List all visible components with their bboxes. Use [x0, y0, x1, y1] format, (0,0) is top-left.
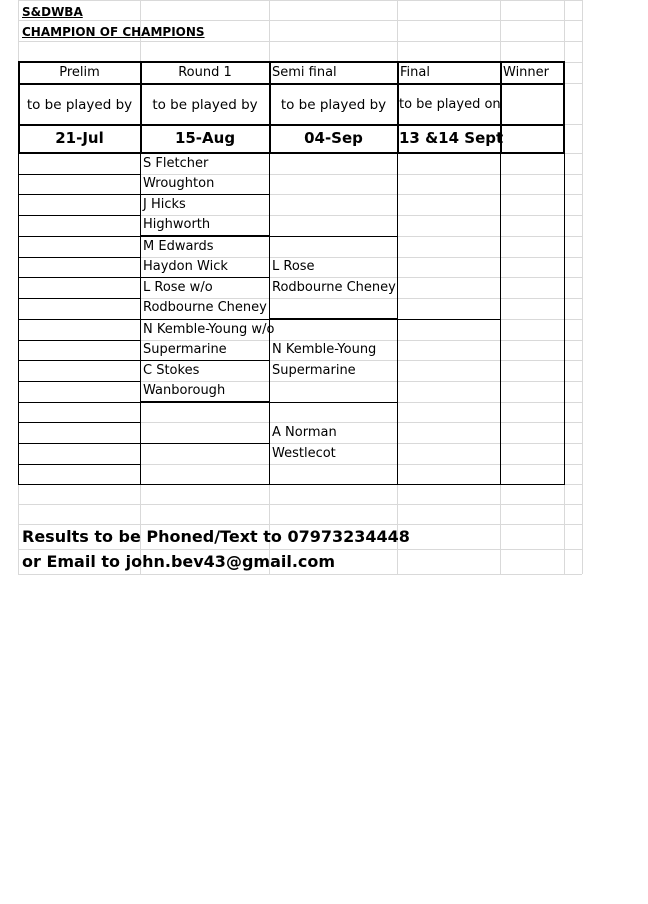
- prelim-row-border: [18, 443, 140, 444]
- round1-player: S Fletcher: [143, 156, 209, 171]
- round1-player: J Hicks: [143, 197, 186, 212]
- semifinal-club: Rodbourne Cheney: [272, 280, 396, 295]
- prelim-row-border: [18, 174, 140, 175]
- semifinal-player: N Kemble-Young: [272, 342, 377, 357]
- grid-hline: [18, 574, 582, 575]
- grid-hline: [18, 504, 582, 505]
- results-phone-text: Results to be Phoned/Text to 07973234448: [22, 527, 410, 546]
- prelim-row-border: [18, 464, 140, 465]
- col-header-prelim: Prelim: [59, 65, 100, 80]
- semifinal-player: A Norman: [272, 425, 337, 440]
- round1-club: Rodbourne Cheney: [143, 300, 267, 315]
- date-round1: 15-Aug: [174, 129, 236, 147]
- org-title: S&DWBA: [22, 5, 83, 19]
- col-header-final: Final: [400, 65, 430, 80]
- grid-hline: [18, 0, 582, 1]
- bracket-vline: [564, 153, 565, 484]
- grid-hline: [18, 524, 582, 525]
- round1-player: N Kemble-Young w/o: [143, 322, 275, 337]
- semifinal-club: Westlecot: [272, 446, 336, 461]
- grid-vline: [582, 0, 583, 574]
- semifinal-border: [269, 402, 397, 403]
- date-semifinal: 04-Sep: [304, 129, 363, 147]
- bracket-bottom-border: [18, 484, 565, 485]
- col-header-semifinal: Semi final: [272, 65, 337, 80]
- col-header-winner: Winner: [503, 65, 550, 80]
- note-prelim: to be played by: [26, 97, 133, 113]
- semifinal-player: L Rose: [272, 259, 315, 274]
- prelim-row-border: [18, 194, 140, 195]
- note-final: to be played on: [399, 97, 501, 112]
- competition-title: CHAMPION OF CHAMPIONS: [22, 25, 205, 39]
- grid-hline: [18, 20, 582, 21]
- prelim-row-border: [18, 340, 140, 341]
- header-border: [18, 124, 565, 126]
- final-border: [397, 319, 500, 320]
- prelim-row-border: [18, 236, 140, 237]
- bracket-vline: [500, 153, 501, 484]
- col-header-round1: Round 1: [178, 65, 232, 80]
- prelim-row-border: [18, 319, 140, 320]
- grid-hline: [18, 549, 582, 550]
- round1-match-border: [140, 443, 269, 444]
- prelim-row-border: [18, 422, 140, 423]
- prelim-row-border: [18, 360, 140, 361]
- date-final: 13 &14 Sept: [399, 129, 504, 147]
- round1-player: C Stokes: [143, 363, 200, 378]
- round1-player: L Rose w/o: [143, 280, 213, 295]
- prelim-row-border: [18, 215, 140, 216]
- prelim-row-border: [18, 298, 140, 299]
- date-prelim: 21-Jul: [55, 129, 104, 147]
- round1-club: Haydon Wick: [143, 259, 228, 274]
- header-col-border: [563, 61, 565, 154]
- results-email-text: or Email to john.bev43@gmail.com: [22, 552, 336, 571]
- round1-match-border: [140, 401, 269, 403]
- round1-club: Wanborough: [143, 383, 226, 398]
- prelim-row-border: [18, 257, 140, 258]
- prelim-row-border: [18, 381, 140, 382]
- prelim-row-border: [18, 277, 140, 278]
- header-bottom-border: [18, 152, 565, 154]
- semifinal-club: Supermarine: [272, 363, 356, 378]
- prelim-row-border: [18, 402, 140, 403]
- header-border: [18, 83, 565, 85]
- round1-club: Supermarine: [143, 342, 227, 357]
- round1-player: M Edwards: [143, 239, 214, 254]
- note-round1: to be played by: [152, 97, 258, 113]
- note-semifinal: to be played by: [280, 97, 387, 113]
- round1-club: Highworth: [143, 217, 211, 232]
- semifinal-border: [269, 236, 397, 237]
- round1-club: Wroughton: [143, 176, 215, 191]
- semifinal-border: [269, 318, 397, 320]
